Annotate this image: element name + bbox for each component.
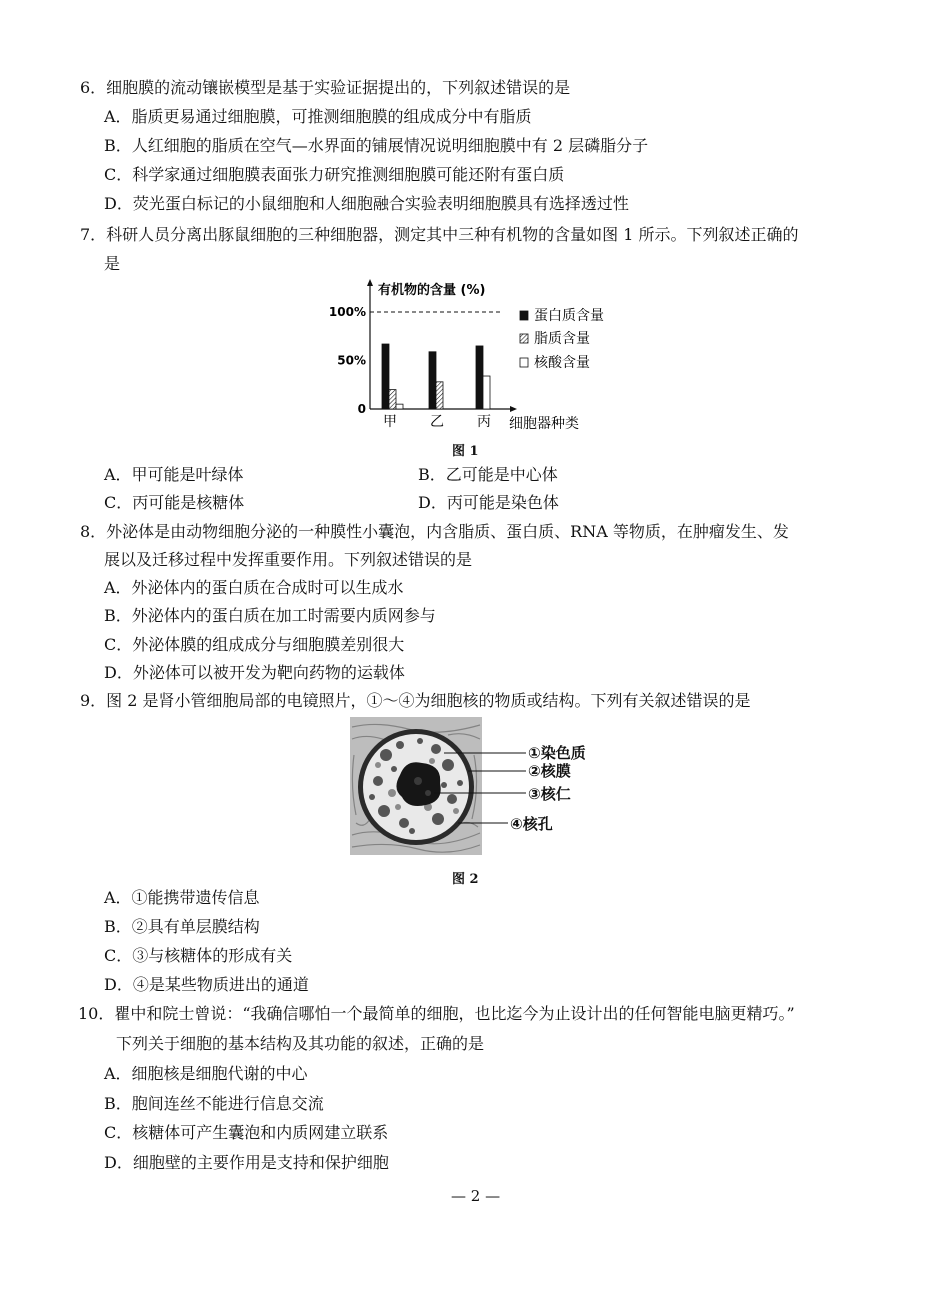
- q10-option-c: C．核糖体可产生囊泡和内质网建立联系: [104, 1123, 389, 1142]
- q6-option-d: D．荧光蛋白标记的小鼠细胞和人细胞融合实验表明细胞膜具有选择透过性: [104, 194, 629, 213]
- q7-option-b: B．乙可能是中心体: [418, 465, 558, 484]
- legend-swatch: [520, 358, 528, 367]
- x-tick-label: 乙: [430, 414, 444, 430]
- q6-option-b: B．人红细胞的脂质在空气—水界面的铺展情况说明细胞膜中有 2 层磷脂分子: [104, 136, 649, 155]
- label-nuclear-pore: ④核孔: [510, 815, 553, 833]
- y-axis-title: 有机物的含量 (%): [378, 283, 486, 298]
- bar-甲-脂质含量: [389, 390, 396, 409]
- q10-option-b: B．胞间连丝不能进行信息交流: [104, 1094, 324, 1113]
- legend-swatch: [520, 311, 528, 320]
- bar-丙-核酸含量: [483, 376, 490, 409]
- q9-option-c: C．③与核糖体的形成有关: [104, 946, 293, 965]
- q7-stem-cont: 是: [104, 254, 121, 273]
- q10-option-d: D．细胞壁的主要作用是支持和保护细胞: [104, 1153, 389, 1172]
- figure2-caption: 图 2: [452, 872, 479, 887]
- q8-stem: 8．外泌体是由动物细胞分泌的一种膜性小囊泡，内含脂质、蛋白质、RNA 等物质，在肿瘤发生、发: [80, 522, 789, 541]
- legend-label: 核酸含量: [534, 355, 590, 371]
- q6-stem: 6．细胞膜的流动镶嵌模型是基于实验证据提出的，下列叙述错误的是: [80, 78, 571, 97]
- legend-label: 脂质含量: [534, 331, 590, 347]
- x-axis-title: 细胞器种类: [509, 416, 579, 432]
- q8-option-d: D．外泌体可以被开发为靶向药物的运载体: [104, 663, 405, 682]
- q8-option-b: B．外泌体内的蛋白质在加工时需要内质网参与: [104, 606, 436, 625]
- q7-option-c: C．丙可能是核糖体: [104, 493, 245, 512]
- page-number: — 2 —: [451, 1187, 501, 1205]
- y-tick-label: 0: [357, 402, 366, 416]
- q10-option-a: A．细胞核是细胞代谢的中心: [104, 1064, 308, 1083]
- q9-stem: 9．图 2 是肾小管细胞局部的电镜照片，①～④为细胞核的物质或结构。下列有关叙述错误的是: [80, 691, 751, 710]
- y-tick-label: 50%: [337, 353, 366, 368]
- q6-option-a: A．脂质更易通过细胞膜，可推测细胞膜的组成成分中有脂质: [104, 107, 532, 126]
- q7-option-a: A．甲可能是叶绿体: [104, 465, 244, 484]
- x-tick-label: 甲: [383, 414, 397, 430]
- bar-甲-蛋白质含量: [382, 344, 389, 409]
- figure1-caption: 图 1: [452, 444, 479, 459]
- q9-option-d: D．④是某些物质进出的通道: [104, 975, 309, 994]
- q7-stem: 7．科研人员分离出豚鼠细胞的三种细胞器，测定其中三种有机物的含量如图 1 所示。下列叙述正确的: [80, 225, 799, 244]
- bar-乙-脂质含量: [436, 382, 443, 409]
- q10-stem: 10．瞿中和院士曾说：“我确信哪怕一个最简单的细胞，也比迄今为止设计出的任何智能电脑更精巧。”: [78, 1004, 795, 1023]
- q8-stem-cont: 展以及迁移过程中发挥重要作用。下列叙述错误的是: [104, 550, 473, 569]
- y-axis-arrow: [367, 279, 373, 286]
- label-nuclear-envelope: ②核膜: [528, 762, 571, 780]
- q8-option-c: C．外泌体膜的组成成分与细胞膜差别很大: [104, 635, 405, 654]
- bar-乙-蛋白质含量: [429, 352, 436, 409]
- q7-option-d: D．丙可能是染色体: [418, 493, 559, 512]
- organelle-composition-chart: [320, 278, 630, 438]
- label-chromatin: ①染色质: [528, 744, 586, 762]
- q6-option-c: C．科学家通过细胞膜表面张力研究推测细胞膜可能还附有蛋白质: [104, 165, 565, 184]
- q9-option-a: A．①能携带遗传信息: [104, 888, 260, 907]
- bar-甲-核酸含量: [396, 404, 403, 409]
- y-tick-label: 100%: [328, 305, 366, 319]
- bar-丙-蛋白质含量: [476, 346, 483, 409]
- q8-option-a: A．外泌体内的蛋白质在合成时可以生成水: [104, 578, 404, 597]
- label-nucleolus: ③核仁: [528, 785, 571, 803]
- micrograph-photo: [350, 717, 482, 855]
- legend-label: 蛋白质含量: [534, 308, 604, 324]
- x-axis-arrow: [510, 406, 517, 412]
- q9-option-b: B．②具有单层膜结构: [104, 917, 260, 936]
- q10-stem-cont: 下列关于细胞的基本结构及其功能的叙述，正确的是: [116, 1034, 485, 1053]
- nucleus-micrograph-figure: [348, 715, 618, 857]
- legend-swatch: [520, 334, 528, 343]
- x-tick-label: 丙: [477, 414, 491, 430]
